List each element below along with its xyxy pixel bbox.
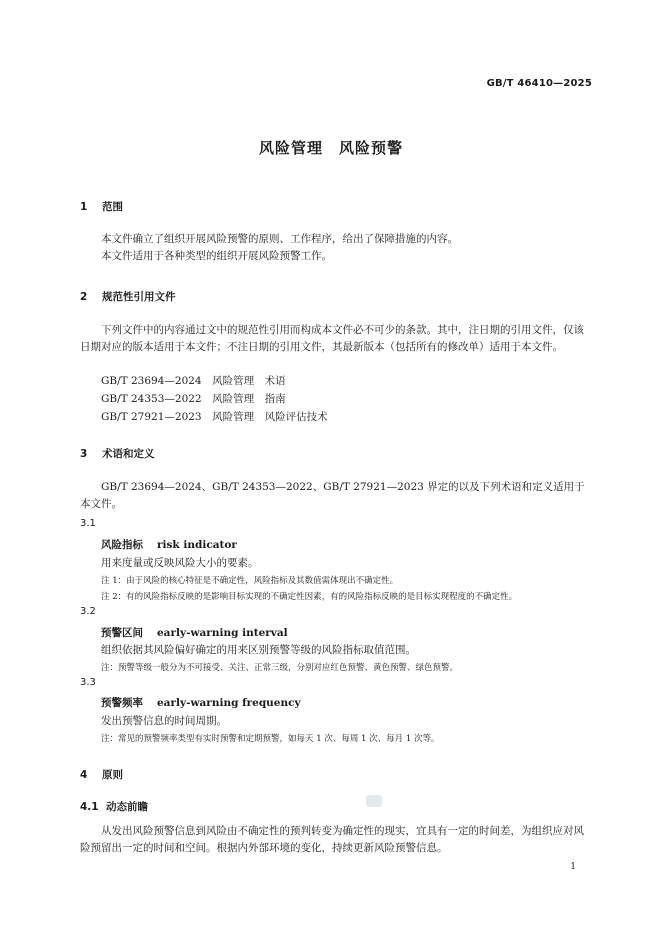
standard-code: GB/T 46410—2025 <box>486 78 592 89</box>
paragraph: 从发出风险预警信息到风险由不确定性的预判转变为确定性的现实，宜具有一定的时间差，为组织应对风险预留出一定的时间和空间。根据内外部环境的变化，持续更新风险预警信息。 <box>80 825 584 854</box>
subsection-4-1-body <box>80 823 593 857</box>
term-definition: 组织依据其风险偏好确定的用来区别预警等级的风险指标取值范围。 <box>101 644 416 656</box>
term-zh: 风险指标 <box>101 539 143 551</box>
reference-item: GB/T 24353—2022 风险管理 指南 <box>101 393 286 405</box>
paragraph: 本文件适用于各种类型的组织开展风险预警工作。 <box>101 250 332 262</box>
term-definition: 发出预警信息的时间周期。 <box>101 715 227 727</box>
term-heading <box>101 537 237 552</box>
term-number: 3.2 <box>80 606 96 617</box>
section-3-heading <box>80 446 155 461</box>
term-note: 注：预警等级一般分为不可接受、关注、正常三级，分别对应红色预警、黄色预警、绿色预警。 <box>101 663 459 673</box>
subsection-title: 动态前瞻 <box>106 801 148 813</box>
paragraph: 下列文件中的内容通过文中的规范性引用而构成本文件必不可少的条款。其中，注日期的引用文件，仅该日期对应的版本适用于本文件；不注日期的引用文件，其最新版本（包括所有的修改单）适用于本文件。 <box>80 324 584 353</box>
term-number: 3.3 <box>80 677 96 688</box>
reference-item: GB/T 27921—2023 风险管理 风险评估技术 <box>101 411 328 423</box>
reference-item: GB/T 23694—2024 风险管理 术语 <box>101 375 286 387</box>
term-en: risk indicator <box>157 539 237 551</box>
term-note: 注 2：有的风险指标反映的是影响目标实现的不确定性因素，有的风险指标反映的是目标实现程度的不确定性。 <box>101 592 518 602</box>
term-en: early-warning frequency <box>157 697 301 709</box>
term-heading <box>101 695 301 710</box>
section-3-intro <box>80 479 593 513</box>
term-heading <box>101 625 288 640</box>
section-1-heading <box>80 199 123 214</box>
subsection-4-1-heading <box>80 799 148 814</box>
section-title: 术语和定义 <box>102 448 155 460</box>
section-title: 规范性引用文件 <box>102 291 176 303</box>
term-zh: 预警区间 <box>101 627 143 639</box>
section-number: 2 <box>80 291 88 303</box>
watermark-logo-icon <box>366 795 382 807</box>
section-number: 4 <box>80 769 88 781</box>
section-number: 3 <box>80 448 88 460</box>
section-number: 1 <box>80 201 88 213</box>
section-2-heading <box>80 289 176 304</box>
section-title: 原则 <box>102 769 123 781</box>
term-note: 注：常见的预警频率类型有实时预警和定期预警，如每天 1 次、每周 1 次、每月 1 次等。 <box>101 734 440 744</box>
document-title: 风险管理 风险预警 <box>258 139 403 157</box>
paragraph: GB/T 23694—2024、GB/T 24353—2022、GB/T 27921—2023 界定的以及下列术语和定义适用于本文件。 <box>80 481 585 510</box>
term-en: early-warning interval <box>157 627 288 639</box>
section-title: 范围 <box>102 201 123 213</box>
term-zh: 预警频率 <box>101 697 143 709</box>
page-number: 1 <box>570 862 576 872</box>
section-4-heading <box>80 767 123 782</box>
term-number: 3.1 <box>80 518 96 529</box>
term-note: 注 1：由于风险的核心特征是不确定性，风险指标及其数值需体现出不确定性。 <box>101 576 399 586</box>
subsection-number: 4.1 <box>80 801 99 813</box>
term-definition: 用来度量或反映风险大小的要素。 <box>101 557 259 569</box>
paragraph: 本文件确立了组织开展风险预警的原则、工作程序，给出了保障措施的内容。 <box>101 233 458 245</box>
section-2-intro <box>80 322 593 356</box>
section-1-body <box>80 231 593 265</box>
